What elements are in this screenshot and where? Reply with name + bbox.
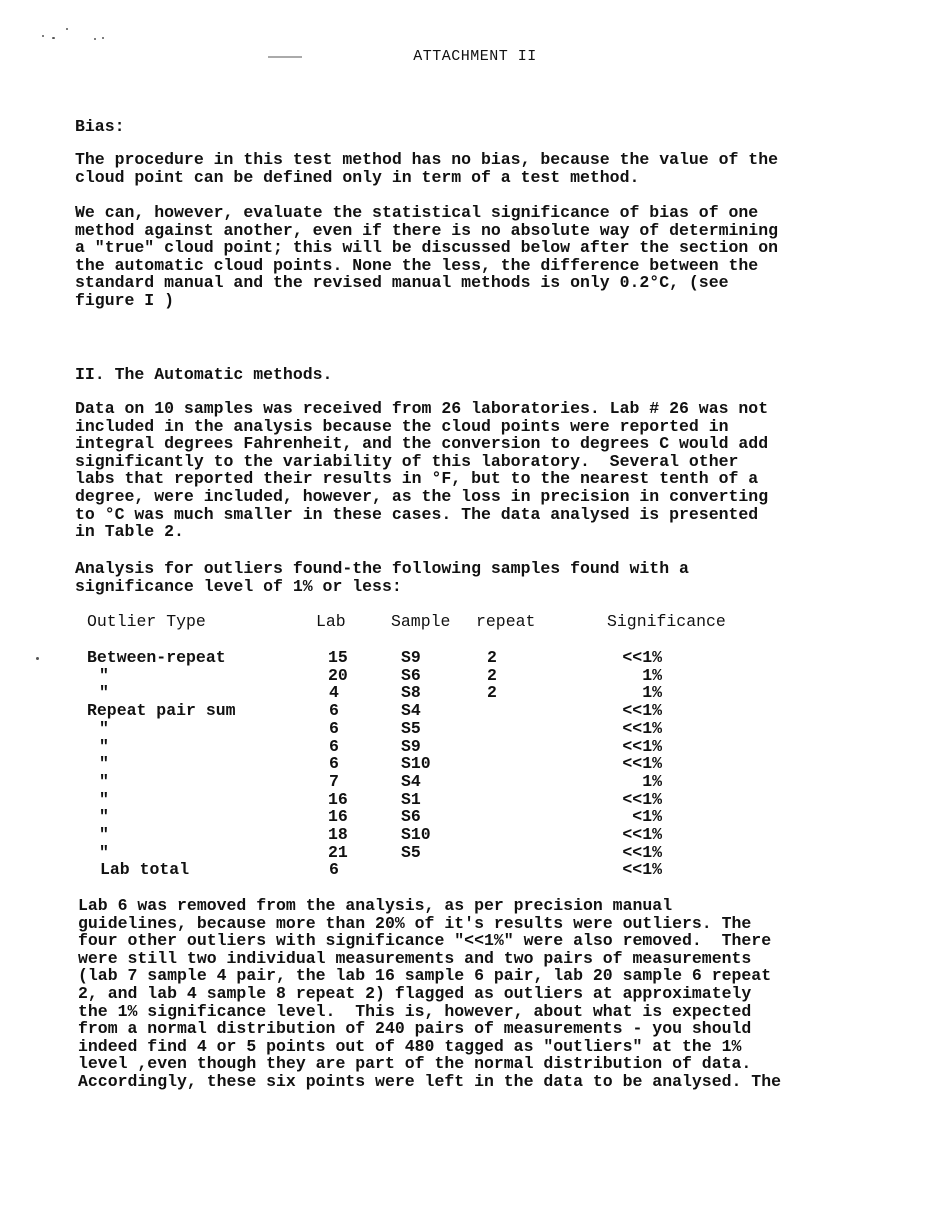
sample-cell: S6 — [401, 665, 421, 685]
automatic-paragraph-2: Analysis for outliers found-the following samples found with a significance level of 1% or less: — [75, 559, 689, 596]
outlier-type-cell: " — [99, 754, 109, 774]
lab-cell: 21 — [328, 842, 348, 862]
significance-cell: <<1% — [622, 701, 662, 721]
bias-paragraph-2: We can, however, evaluate the statistical significance of bias of one method against another, even if there is no absolute way of determining a "true" cloud point; this will be discussed below after the section on the automatic cloud points. None the less, the difference between the standard manual and the revised manual methods is only 0.2°C, (see figure I ) — [75, 203, 779, 310]
significance-cell: <<1% — [622, 736, 662, 756]
table-row — [0, 666, 950, 684]
lab-cell: 6 — [329, 701, 339, 721]
table-row — [0, 737, 950, 755]
sample-cell: S9 — [401, 736, 421, 756]
scan-speck — [94, 38, 96, 40]
lab-cell: 7 — [329, 771, 339, 791]
bias-heading: Bias: — [75, 117, 125, 136]
automatic-paragraph-1: Data on 10 samples was received from 26 laboratories. Lab # 26 was not included in the analysis because the cloud points were reported in integral degrees Fahrenheit, and the conversion to degrees C would add significantly to the variability of this laboratory. Several other labs that reported their results in °F, but to the nearest tenth of a degree, were included, however, as the loss in precision in converting to °C was much smaller in these cases. The data analysed is presented in Table 2. — [75, 399, 769, 542]
outlier-type-cell: Repeat pair sum — [87, 701, 236, 721]
lab-cell: 4 — [329, 683, 339, 703]
lab-cell: 20 — [328, 665, 348, 685]
lab-cell: 16 — [328, 789, 348, 809]
lab-cell: 16 — [328, 807, 348, 827]
significance-cell: <1% — [632, 807, 662, 827]
significance-cell: <<1% — [622, 648, 662, 667]
table-row — [0, 754, 950, 772]
significance-cell: <<1% — [622, 825, 662, 844]
significance-cell: <<1% — [622, 718, 662, 738]
table-row — [0, 807, 950, 825]
outlier-type-cell: " — [99, 718, 109, 738]
outlier-type-cell: Lab total — [100, 860, 190, 880]
lab-cell: 18 — [328, 825, 348, 844]
repeat-cell: 2 — [487, 648, 497, 667]
table-row — [0, 860, 950, 878]
significance-cell: <<1% — [622, 860, 662, 880]
significance-cell: <<1% — [622, 789, 662, 809]
automatic-methods-heading: II. The Automatic methods. — [75, 365, 333, 384]
lab-cell: 6 — [329, 736, 339, 756]
sample-cell: S5 — [401, 718, 421, 738]
scan-speck — [52, 37, 55, 39]
sample-cell: S8 — [401, 683, 421, 703]
outlier-type-cell: " — [99, 665, 109, 685]
bias-paragraph-1: The procedure in this test method has no bias, because the value of the cloud point can be defined only in term of a test method. — [75, 150, 779, 187]
column-header-significance: Significance — [607, 612, 726, 631]
sample-cell: S9 — [401, 648, 421, 667]
repeat-cell: 2 — [487, 683, 497, 703]
significance-cell: 1% — [642, 665, 662, 685]
sample-cell: S4 — [401, 771, 421, 791]
outlier-type-cell: " — [99, 789, 109, 809]
outlier-type-cell: " — [99, 683, 109, 703]
scan-speck — [102, 37, 104, 39]
significance-cell: 1% — [642, 683, 662, 703]
table-row — [0, 719, 950, 737]
lab-cell: 6 — [329, 718, 339, 738]
significance-cell: <<1% — [622, 754, 662, 774]
scan-speck — [66, 28, 68, 30]
column-header-lab: Lab — [316, 612, 346, 631]
column-header-sample: Sample — [391, 612, 451, 631]
table-row — [0, 683, 950, 701]
sample-cell: S10 — [401, 825, 431, 844]
sample-cell: S6 — [401, 807, 421, 827]
column-header-repeat: repeat — [476, 612, 536, 631]
table-row — [0, 790, 950, 808]
page-header: ATTACHMENT II — [413, 48, 537, 65]
significance-cell: <<1% — [622, 842, 662, 862]
scan-speck — [42, 35, 44, 37]
outlier-type-cell: " — [99, 825, 109, 844]
table-row — [0, 825, 950, 843]
significance-cell: 1% — [642, 771, 662, 791]
sample-cell: S10 — [401, 754, 431, 774]
table-row — [0, 648, 950, 666]
column-header-outlier-type: Outlier Type — [87, 612, 206, 631]
outlier-type-cell: Between-repeat — [87, 648, 226, 667]
table-row — [0, 772, 950, 790]
lab-cell: 6 — [329, 754, 339, 774]
sample-cell: S5 — [401, 842, 421, 862]
lab-cell: 6 — [329, 860, 339, 880]
outlier-type-cell: " — [99, 807, 109, 827]
outlier-type-cell: " — [99, 736, 109, 756]
outlier-type-cell: " — [99, 771, 109, 791]
conclusion-paragraph: Lab 6 was removed from the analysis, as per precision manual guidelines, because more than 20% of it's results were outliers. The four other outliers with significance "<<1%" were also removed. There were still two individual measurements and two pairs of measurements (lab 7 sample 4 pair, the lab 16 sample 6 pair, lab 20 sample 6 repeat 2, and lab 4 sample 8 repeat 2) flagged as outliers at approximately the 1% significance level. This is, however, about what is expected from a normal distribution of 240 pairs of measurements - you should indeed find 4 or 5 points out of 480 tagged as "outliers" at the 1% level ,even though they are part of the normal distribution of data. Accordingly, these six points were left in the data to be analysed. The — [78, 896, 782, 1091]
outlier-type-cell: " — [99, 842, 109, 862]
sample-cell: S4 — [401, 701, 421, 721]
table-row — [0, 843, 950, 861]
sample-cell: S1 — [401, 789, 421, 809]
repeat-cell: 2 — [487, 665, 497, 685]
lab-cell: 15 — [328, 648, 348, 667]
table-row — [0, 701, 950, 719]
